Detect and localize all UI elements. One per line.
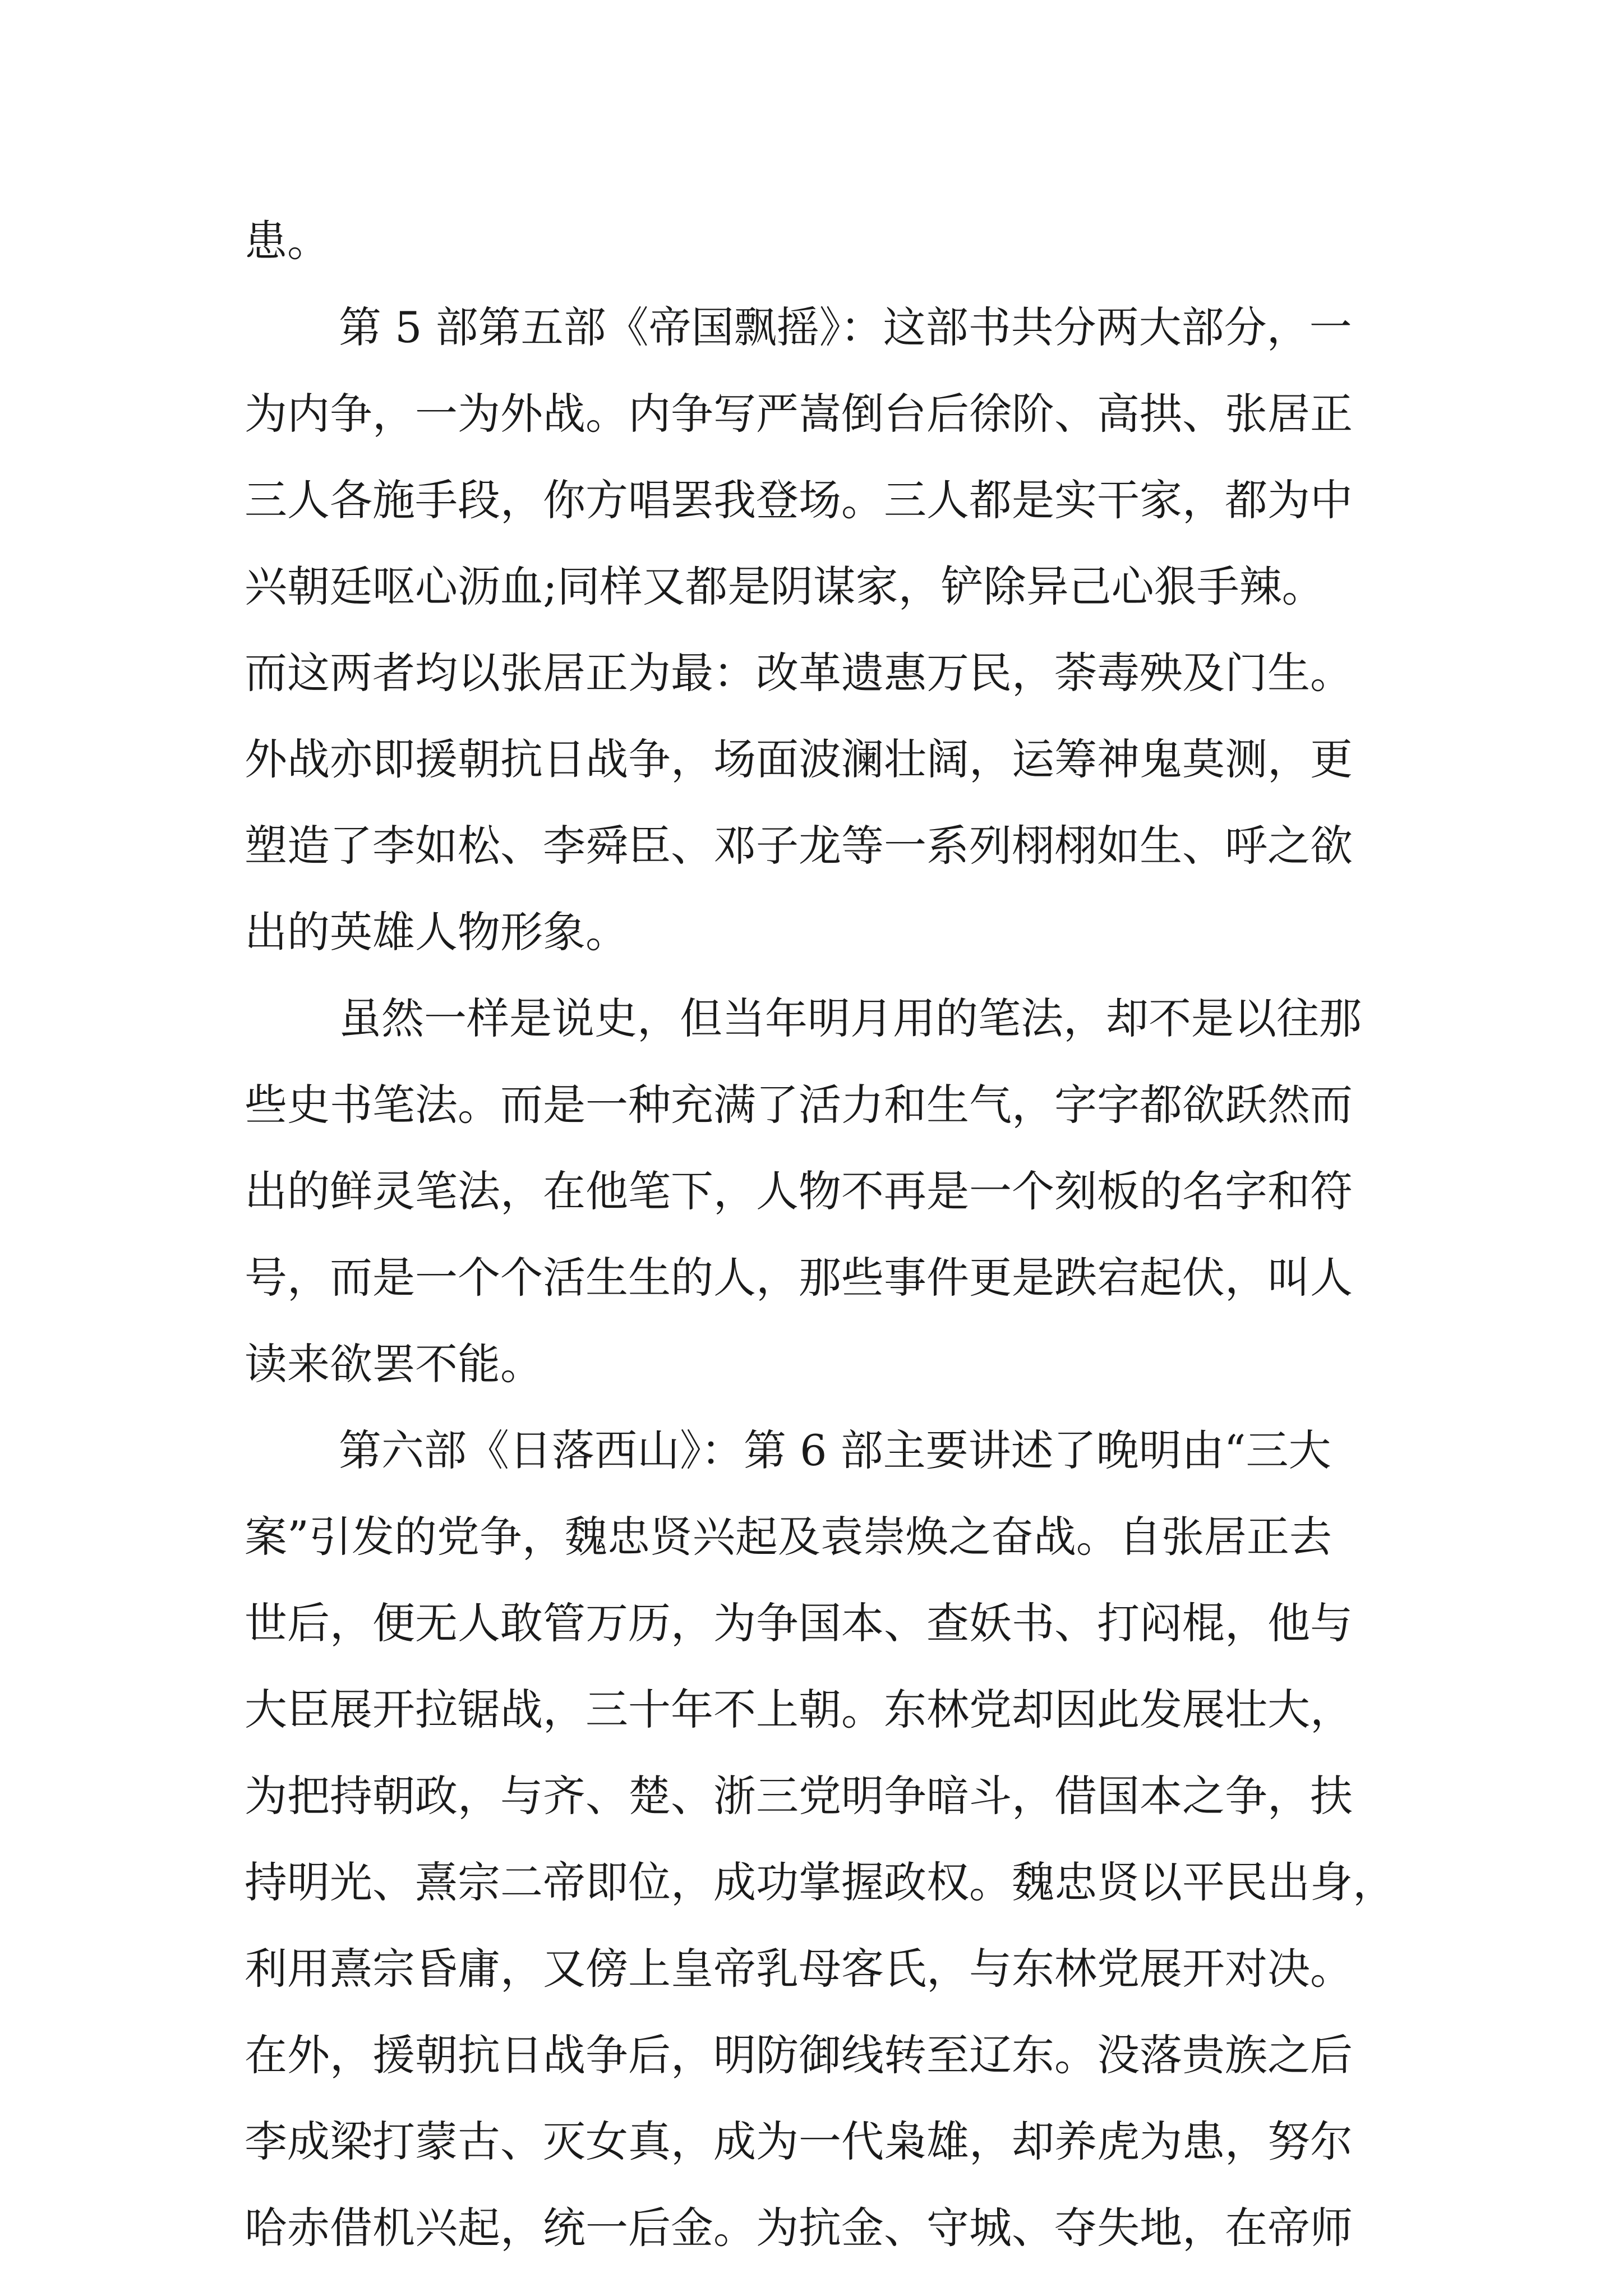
- text-line: 三人各施手段，你方唱罢我登场。三人都是实干家，都为中: [245, 475, 1353, 525]
- text-line: 为内争，一为外战。内争写严嵩倒台后徐阶、高拱、张居正: [245, 389, 1353, 439]
- text-line: 持明光、熹宗二帝即位，成功掌握政权。魏忠贤以平民出身，: [245, 1857, 1395, 1907]
- paragraph-start-line: 虽然一样是说史，但当年明月用的笔法，却不是以往那: [339, 993, 1362, 1043]
- text-line: 兴朝廷呕心沥血;同样又都是阴谋家，铲除异己心狠手辣。: [245, 562, 1325, 611]
- paragraph-start-line: 第六部《日落西山》：第 6 部主要讲述了晚明由“三大: [339, 1425, 1331, 1475]
- paragraph-start-line: 第 5 部第五部《帝国飘摇》：这部书共分两大部分，一: [339, 302, 1352, 352]
- text-line: 为把持朝政，与齐、楚、浙三党明争暗斗，借国本之争，扶: [245, 1771, 1353, 1821]
- text-line: 出的鲜灵笔法，在他笔下，人物不再是一个刻板的名字和符: [245, 1166, 1353, 1216]
- text-line: 哈赤借机兴起，统一后金。为抗金、守城、夺失地，在帝师: [245, 2203, 1353, 2253]
- text-line: 外战亦即援朝抗日战争，场面波澜壮阔，运筹神鬼莫测，更: [245, 734, 1353, 784]
- text-line: 读来欲罢不能。: [245, 1339, 543, 1389]
- text-line: 世后，便无人敢管万历，为争国本、查妖书、打闷棍，他与: [245, 1598, 1353, 1648]
- text-line: 些史书笔法。而是一种充满了活力和生气，字字都欲跃然而: [245, 1080, 1353, 1130]
- text-line: 出的英雄人物形象。: [245, 907, 628, 957]
- text-line: 利用熹宗昏庸，又傍上皇帝乳母客氏，与东林党展开对决。: [245, 1944, 1353, 1994]
- text-line: 李成梁打蒙古、灭女真，成为一代枭雄，却养虎为患，努尔: [245, 2116, 1353, 2166]
- text-line: 而这两者均以张居正为最：改革遗惠万民，荼毒殃及门生。: [245, 648, 1353, 698]
- text-line: 患。: [245, 216, 330, 266]
- text-line: 塑造了李如松、李舜臣、邓子龙等一系列栩栩如生、呼之欲: [245, 821, 1353, 871]
- text-line: 大臣展开拉锯战，三十年不上朝。东林党却因此发展壮大，: [245, 1685, 1353, 1734]
- text-line: 号，而是一个个活生生的人，那些事件更是跌宕起伏，叫人: [245, 1253, 1353, 1303]
- text-line: 案”引发的党争，魏忠贤兴起及袁崇焕之奋战。自张居正去: [245, 1512, 1332, 1562]
- text-line: 在外，援朝抗日战争后，明防御线转至辽东。没落贵族之后: [245, 2030, 1353, 2080]
